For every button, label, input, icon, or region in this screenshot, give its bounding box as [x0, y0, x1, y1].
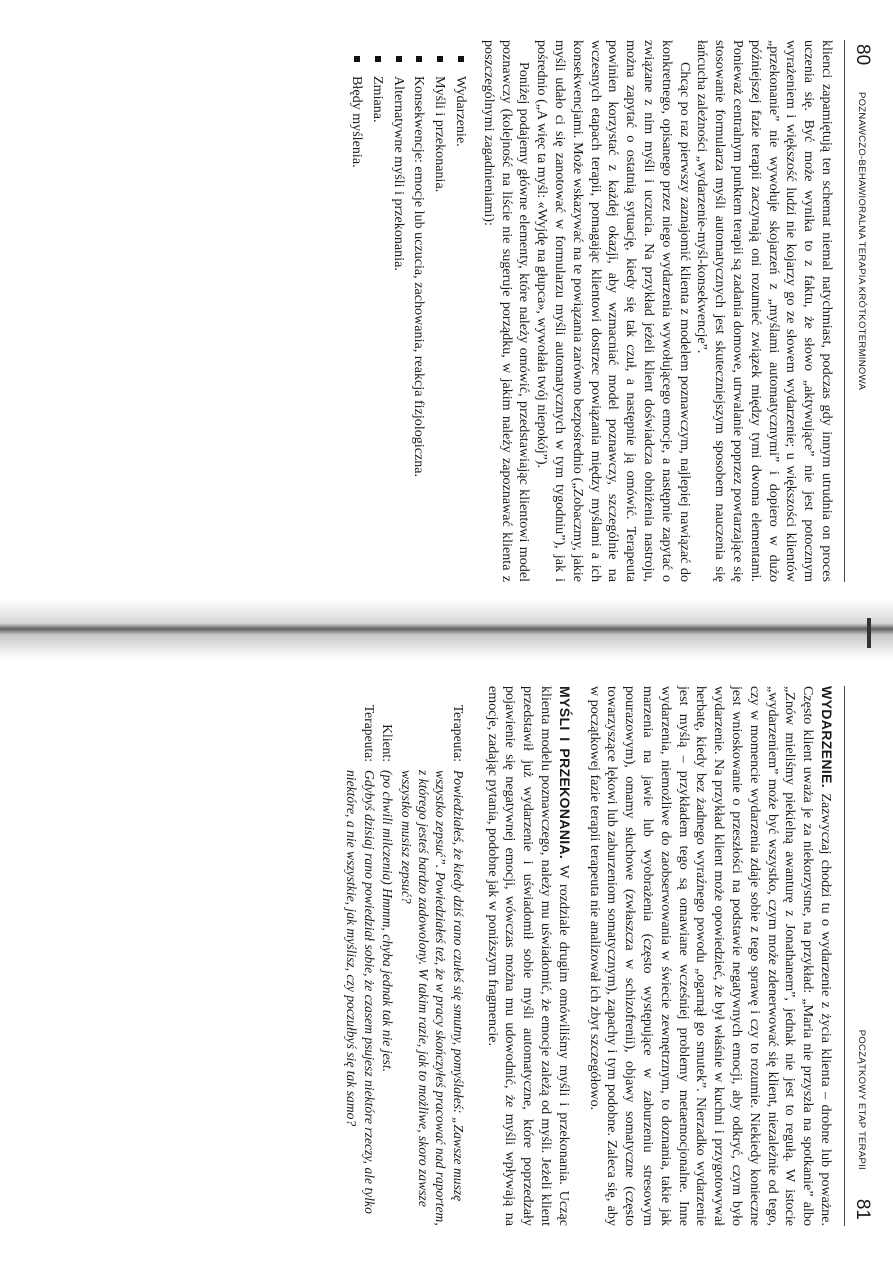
dialogue-turn — [397, 686, 467, 1226]
list-item: Konsekwencje: emocje lub uczucia, zachowania, reakcja fizjologiczna. — [410, 56, 428, 582]
right-page-number: 81 — [852, 1198, 873, 1220]
list-item: Alternatywne myśli i przekonania. — [389, 56, 407, 582]
right-running-title: POCZĄTKOWY ETAP TERAPII — [856, 1029, 867, 1170]
list-item: Błędy myślenia. — [347, 56, 365, 582]
list-item: Zmiana. — [368, 56, 386, 582]
utterance: Gdybyś dzisiaj rano powiedział sobie, że czasem psujesz niektóre rzeczy, ale tylko niektóre, a nie wszystkie, jak myślisz, czy poczułbyś się tak samo? — [344, 770, 377, 1214]
left-page — [0, 40, 893, 582]
element-list — [347, 40, 469, 582]
utterance: Powiedziałeś, że kiedy dziś rano czułeś się smutny, pomyślałeś: „Zawsze muszę wszystko zepsuć”. Powiedziałeś też, że w pracy skończyłeś pracować nad raportem, z którego jesteś bardzo zadowolony. W takim razie, jak to możliwe, skoro zawsze wszystko musisz zepsuć? — [398, 770, 466, 1226]
bullet-icon — [375, 56, 381, 62]
section-thoughts — [483, 686, 573, 1226]
left-running-head — [844, 40, 873, 582]
speaker-label: Terapeuta: — [450, 704, 466, 762]
right-running-head — [844, 686, 873, 1226]
section-event-text: Zazwyczaj chodzi tu o wydarzenie z życia klienta – drobne lub poważne. Często klient uważa je za niekorzystne, na przykład: „Maria nie przyszła na spotkanie” albo „Znów mieliśmy piekielną awanturę z Jonathanem”, jednak nie jest to regułą. W istocie „wydarzeniem” może być wszystko, czym może zdenerwować się klient, niezależnie od tego, czy w momencie wydarzenia zdaje sobie z tego sprawę i czy to rozumie. Niekiedy konieczne jest wnioskowanie o przeszłości na podstawie negatywnych emocji, aby odkryć, czym było wydarzenie. Na przykład klient może opowiedzieć, że był właśnie w kuchni i przygotowywał herbatę, kiedy bez żadnego wyraźnego powodu „ogarnął go smutek”. Nierzadko wydarzenie jest myślą – przykładem tego są omawiane wcześniej problemy metaemocjonalne. Inne wydarzenia, niemożliwe do zaobserwowania w świecie zewnętrznym, to doznania, takie jak marzenia na jawie lub wyobrażenia (często występujące w zaburzeniu stresowym pourazowym), omamy słuchowe (zwłaszcza w schizofrenii), objawy somatyczne (często towarzyszące lękowi lub zaburzeniom somatycznym), zapachy i tym podobne. Zaleca się, aby w początkowej fazie terapii terapeuta nie analizował ich zbyt szczegółowo. — [586, 686, 834, 1227]
left-page-number: 80 — [852, 44, 873, 66]
left-paragraph-3: Poniżej podajemy główne elementy, które należy omówić, przedstawiając klientowi model poznawczy (kolejność na liście nie sugeruje porządku, w jakim należy zapoznawać klienta z poszczególnymi zagadnieniami): — [480, 40, 533, 582]
list-item: Myśli i przekonania. — [430, 56, 448, 582]
speaker-label: Klient: — [380, 724, 396, 762]
section-event — [585, 686, 835, 1226]
left-running-title: POZNAWCZO-BEHAWIORALNA TERAPIA KRÓTKOTERMINOWA — [856, 92, 867, 391]
left-page-body — [344, 40, 835, 582]
right-page-body — [342, 686, 835, 1226]
bullet-icon — [354, 56, 360, 62]
gutter-mark — [867, 618, 871, 648]
section-heading-event: WYDARZENIE. — [819, 686, 835, 788]
bullet-icon — [458, 56, 464, 62]
bullet-icon — [416, 56, 422, 62]
section-heading-thoughts: MYŚLI I PRZEKONANIA. — [556, 686, 573, 860]
dialogue-turn — [343, 686, 378, 1226]
bullet-icon — [437, 56, 443, 62]
list-item: Wydarzenie. — [451, 56, 469, 582]
book-gutter — [0, 600, 893, 658]
right-page — [0, 686, 893, 1226]
section-thoughts-text: W rozdziale drugim omówiliśmy myśli i przekonania. Ucząc klienta modelu poznawczego, należy mu uświadomić, że emocje zależą od myśli. Jeżeli klient przedstawił już wydarzenie i uświadomił sobie myśli automatyczne, które poprzedzały pojawienie się negatywnej emocji, wówczas można mu udowodnić, że myśli wpływają na emocje, zadając pytania, podobne jak w poniższym fragmencie. — [484, 686, 572, 1226]
left-paragraph-2: Chcąc po raz pierwszy zaznajomić klienta z modelem poznawczym, najlepiej nawiązać do konkretnego, opisanego przez niego wydarzenia wywołującego emocje, a następnie zapytać o związane z nim myśli i uczucia. Na przykład jeżeli klient doświadcza obniżenia nastroju, można zapytać o ostatnią sytuację, kiedy się tak czuł, a następnie ją omówić. Terapeuta powinien korzystać z każdej okazji, aby wzmacniać model poznawczy, szczególnie na wczesnych etapach terapii, pomagając klientowi dostrzec powiązania między myślami a ich konsekwencjami. Może wskazywać na te powiązania zarówno bezpośrednio („Zobaczmy, jakie myśli udało ci się zanotować w formularzu myśli automatycznych w tym tygodniu”), jak i pośrednio („A więc ta myśl: «Wyjdę na głupca», wywołała twój niepokój”). — [534, 40, 693, 582]
utterance: (po chwili milczenia) Hmmm, chyba jednak tak nie jest. — [380, 770, 396, 1073]
bullet-icon — [396, 56, 402, 62]
dialogue-turn — [379, 686, 396, 1226]
speaker-label: Terapeuta: — [361, 704, 377, 762]
left-paragraph-1: klienci zapamiętują ten schemat niemal natychmiast, podczas gdy innym utrudnia on proces uczenia się. Być może wynika to z faktu, że słowo „aktywujące” nie jest potocznym wyrażeniem i większość ludzi nie kojarzy go ze słowem wydarzenie; u większości klientów „przekonanie” nie wywołuje skojarzeń z „myślami automatycznymi” i dopiero w dużo późniejszej fazie terapii zaczynają oni rozumieć związek między tymi dwoma elementami. Ponieważ centralnym punktem terapii są zadania domowe, utrwalanie poprzez powtarzające się stosowanie formularza myśli automatycznych jest skuteczniejszym sposobem nauczenia się łańcucha zależności „wydarzenie-myśl-konsekwencje”. — [694, 40, 835, 582]
therapy-dialogue — [343, 686, 467, 1226]
